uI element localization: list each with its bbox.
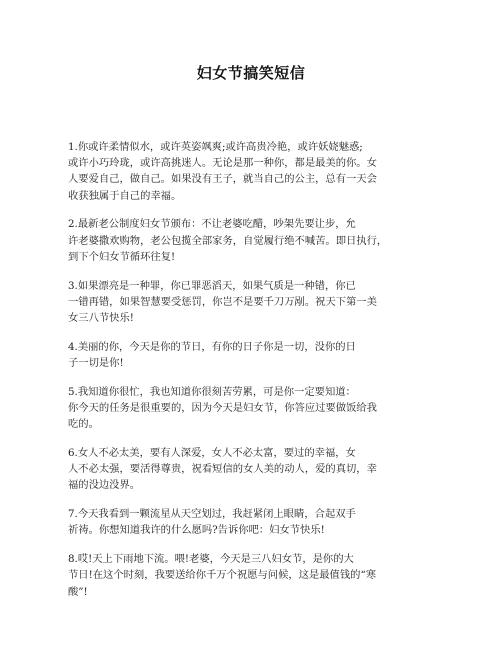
paragraph-4: 4.美丽的你，今天是你的节日，有你的日子你是一切，没你的日 子一切是你! <box>68 340 356 370</box>
document-title: 妇女节搞笑短信 <box>196 64 306 82</box>
paragraph-1: 1.你或许柔情似水，或许英姿飒爽;或许高贵冷艳，或许妖娆魅惑; 或许小巧玲珑，或许高挑迷人。无论是那一种你，都是最美的你。女 人要爱自己，做自己。如果没有王子，就当自己的公主，总有一天会 收获独属于自己的幸福。 <box>68 141 377 202</box>
paragraph-5: 5.我知道你很忙，我也知道你很刻苦劳累，可是你一定要知道： 你今天的任务是很重要的，因为今天是妇女节，你答应过要做饭给我 吃的。 <box>68 385 377 431</box>
paragraph-7: 7.今天我看到一颗流星从天空划过，我赶紧闭上眼睛，合起双手 祈祷。你想知道我许的什么愿吗?告诉你吧：妇女节快乐! <box>68 508 356 537</box>
paragraph-6: 6.女人不必太美，要有人深爱，女人不必太富，要过的幸福，女 人不必太强，要活得尊贵，祝看短信的女人美的动人，爱的真切，幸 福的没边没界。 <box>68 447 377 492</box>
paragraph-8: 8.哎!天上下雨地下流。喂!老婆，今天是三八妇女节，是你的大 节日!在这个时刻，我要送给你千万个祝愿与问候，这是最值钱的“寒 酸”! <box>68 553 377 598</box>
paragraph-2: 2.最新老公制度妇女节颁布：不让老婆吃醋，吵架先要让步，允 许老婆撒欢购物，老公包揽全部家务，自觉履行绝不喊苦。即日执行， 到下个妇女节循环往复! <box>68 218 388 263</box>
document-body <box>68 139 440 612</box>
paragraph-3: 3.如果漂亮是一种罪，你已罪恶滔天，如果气质是一种错，你已 一错再错，如果智慧要受惩罚，你岂不是要千刀万剐。祝天下第一美 女三八节快乐! <box>68 279 377 325</box>
